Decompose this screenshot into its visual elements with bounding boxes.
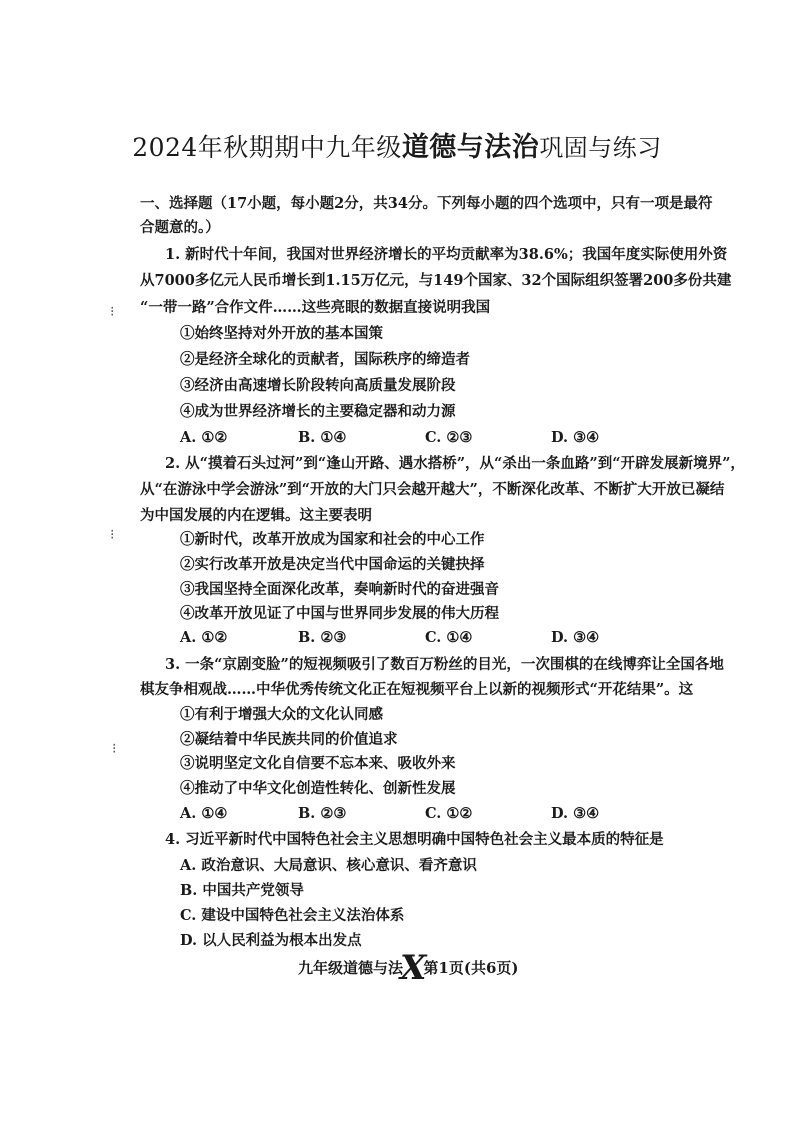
footer-subject: 九年级道德与法 (298, 959, 404, 977)
q2-item-1: ①新时代，改革开放成为国家和社会的中心工作 (180, 531, 485, 548)
q1-item-3: ③经济由高速增长阶段转向高质量发展阶段 (180, 377, 456, 394)
q1-choice-d: D. ③④ (551, 429, 600, 446)
section-header-line2: 合题意的。） (140, 219, 220, 236)
q2-item-2: ②实行改革开放是决定当代中国命运的关键抉择 (180, 556, 485, 573)
q1-line2: 从7000多亿元人民币增长到1.15万亿元，与149个国家、32个国际组织签署200多份共建 (140, 272, 732, 289)
q4-option-a: A. 政治意识、大局意识、核心意识、看齐意识 (180, 857, 477, 874)
q3-item-3: ③说明坚定文化自信要不忘本来、吸收外来 (180, 755, 456, 772)
section-header-line1: 一、选择题（17小题，每小题2分，共34分。下列每小题的四个选项中，只有一项是最符 (140, 195, 713, 212)
q1-choice-c: C. ②③ (425, 429, 473, 446)
q3-item-1: ①有利于增强大众的文化认同感 (180, 706, 383, 723)
q2-choice-d: D. ③④ (551, 629, 600, 646)
footer-ink-mark: X (400, 948, 427, 988)
q1-item-2: ②是经济全球化的贡献者，国际秩序的缔造者 (180, 351, 470, 368)
page-title (0, 130, 794, 166)
scan-artifact: ⁝ (112, 741, 117, 757)
q4-option-b: B. 中国共产党领导 (180, 882, 304, 899)
q2-item-3: ③我国坚持全面深化改革，奏响新时代的奋进强音 (180, 581, 499, 598)
q2-line3: 为中国发展的内在逻辑。这主要表明 (140, 507, 372, 524)
q1-line1: 1. 新时代十年间，我国对世界经济增长的平均贡献率为38.6%；我国年度实际使用外资 (165, 246, 728, 263)
q2-choice-a: A. ①② (180, 629, 228, 646)
q2-choice-c: C. ①④ (425, 629, 473, 646)
q3-choice-d: D. ③④ (551, 805, 600, 822)
q4-line1: 4. 习近平新时代中国特色社会主义思想明确中国特色社会主义最本质的特征是 (165, 831, 664, 848)
q1-choice-a: A. ①② (180, 429, 228, 446)
scan-artifact: ⁝ (110, 304, 115, 320)
footer-page-number: 第1页(共6页) (423, 959, 519, 977)
q1-item-1: ①始终坚持对外开放的基本国策 (180, 325, 383, 342)
page-footer (298, 948, 519, 988)
q2-line1: 2. 从“摸着石头过河”到“逢山开路、遇水搭桥”，从“杀出一条血路”到“开辟发展新境界”， (165, 455, 745, 472)
q3-line2: 棋友争相观战……中华优秀传统文化正在短视频平台上以新的视频形式“开花结果”。这 (140, 681, 694, 698)
q2-item-4: ④改革开放见证了中国与世界同步发展的伟大历程 (180, 605, 499, 622)
q3-choice-b: B. ②③ (298, 805, 347, 822)
q3-item-4: ④推动了中华文化创造性转化、创新性发展 (180, 780, 456, 797)
q4-option-d: D. 以人民利益为根本出发点 (180, 932, 362, 949)
title-prefix: 2024年秋期期中九年级 (132, 133, 402, 162)
q3-item-2: ②凝结着中华民族共同的价值追求 (180, 731, 398, 748)
q3-line1: 3. 一条“京剧变脸”的短视频吸引了数百万粉丝的目光，一次围棋的在线博弈让全国各地 (165, 656, 724, 673)
title-subject: 道德与法治 (401, 132, 540, 163)
q1-item-4: ④成为世界经济增长的主要稳定器和动力源 (180, 403, 456, 420)
q1-choice-b: B. ①④ (298, 429, 347, 446)
scan-artifact: ⁝ (110, 527, 115, 543)
q4-option-c: C. 建设中国特色社会主义法治体系 (180, 907, 405, 924)
q3-choice-a: A. ①④ (180, 805, 228, 822)
q1-line3: “一带一路”合作文件……这些亮眼的数据直接说明我国 (140, 299, 491, 316)
q2-line2: 从“在游泳中学会游泳”到“开放的大门只会越开越大”，不断深化改革、不断扩大开放已凝结 (140, 481, 725, 498)
q3-choice-c: C. ①② (425, 805, 473, 822)
q2-choice-b: B. ②③ (298, 629, 347, 646)
title-suffix: 巩固与练习 (539, 134, 662, 162)
